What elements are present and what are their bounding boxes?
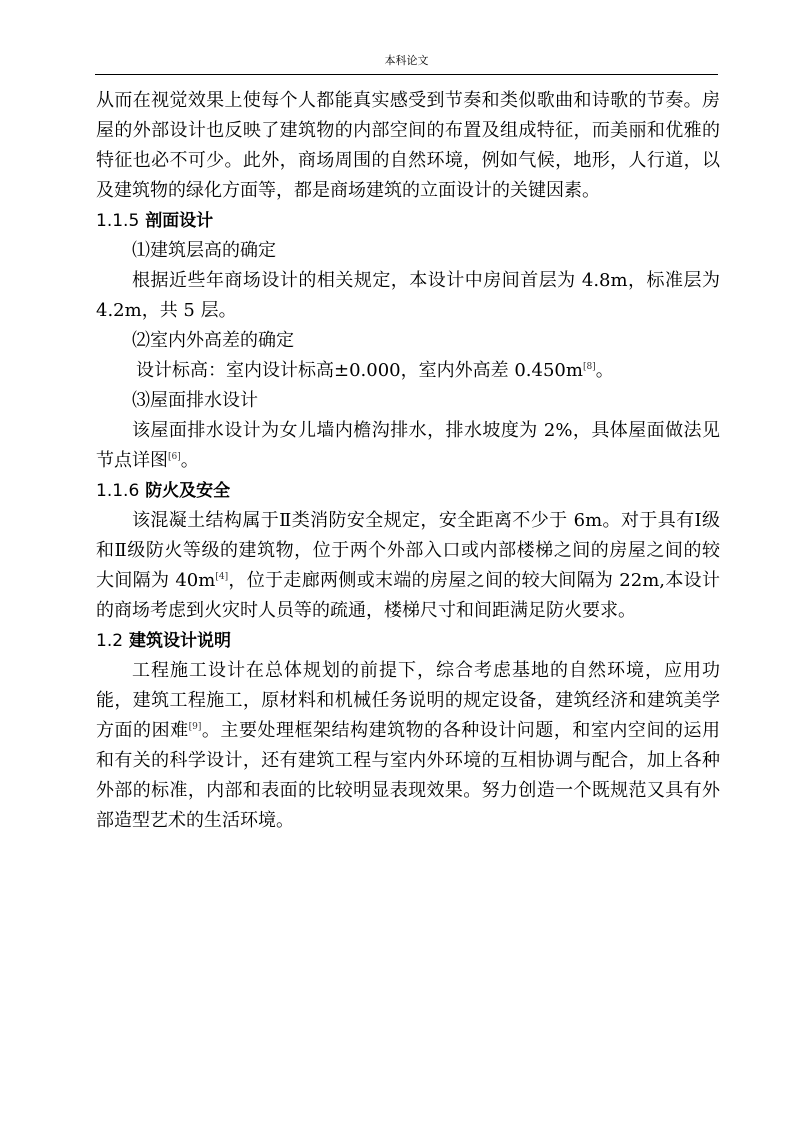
section-number: 1.2 [96, 631, 124, 651]
paragraph-facade: 从而在视觉效果上使每个人都能真实感受到节奏和类似歌曲和诗歌的节奏。房屋的外部设计也反映了建筑物的内部空间的布置及组成特征，而美丽和优雅的特征也必不可少。此外，商场周围的自然环境，例如气候，地形，人行道，以及建筑物的绿化方面等，都是商场建筑的立面设计的关键因素。 [96, 90, 720, 201]
page-header [95, 54, 718, 75]
section-heading-1-1-6 [96, 476, 720, 506]
paragraph-end: 。 [180, 450, 199, 471]
citation-ref: [9] [188, 722, 202, 732]
paragraph-end: 。 [595, 360, 614, 381]
paragraph-text: 工程施工设计在总体规划的前提下，综合考虑基地的自然环境，应用功能，建筑工程施工，原材料和机械任务说明的规定设备，建筑经济和建筑美学方面的困难 [96, 660, 720, 741]
section-number: 1.1.6 [96, 481, 140, 501]
subsection-title-height-difference: ⑵室内外高差的确定 [132, 330, 294, 351]
document-body [96, 86, 720, 836]
paragraph-text: ，位于走廊两侧或末端的房屋之间的较大间隔为 22m,本设计的商场考虑到火灾时人员等的疏通，楼梯尺寸和间距满足防火要求。 [96, 570, 720, 621]
section-heading-1-2 [96, 626, 720, 656]
paragraph-text: 设计标高：室内设计标高±0.000，室内外高差 0.450m [136, 360, 583, 381]
citation-ref: [8] [582, 362, 596, 372]
section-number: 1.1.5 [96, 211, 140, 231]
section-title: 防火及安全 [145, 481, 231, 501]
section-title: 建筑设计说明 [128, 631, 231, 651]
paragraph-text: 。主要处理框架结构建筑物的各种设计问题，和室内空间的运用和有关的科学设计，还有建筑工程与室内外环境的互相协调与配合，加上各种外部的标准，内部和表面的比较明显表现效果。努力创造一个既规范又具有外部造型艺术的生活环境。 [96, 720, 721, 831]
paragraph-design-description [96, 656, 720, 836]
section-heading-1-1-5 [96, 206, 720, 236]
subsection-title-roof-drainage: ⑶屋面排水设计 [132, 390, 258, 411]
section-title: 剖面设计 [145, 211, 214, 231]
paragraph-roof-drainage [96, 416, 720, 476]
header-title: 本科论文 [384, 54, 429, 67]
paragraph-text: 该混凝土结构属于Ⅱ类消防安全规定，安全距离不少于 6m。对于具有Ⅰ级和Ⅱ级防火等级的建筑物，位于两个外部入口或内部楼梯之间的房屋之间的较大间隔为 40m [96, 510, 720, 591]
paragraph-fire-safety [96, 506, 720, 626]
paragraph-height-difference [96, 356, 720, 386]
paragraph-text: 该屋面排水设计为女儿墙内檐沟排水，排水坡度为 2%，具体屋面做法见节点详图 [96, 420, 720, 471]
citation-ref: [4] [215, 572, 229, 582]
paragraph-floor-height: 根据近些年商场设计的相关规定，本设计中房间首层为 4.8m，标准层为 4.2m，共 5 层。 [96, 270, 720, 321]
subsection-title-floor-height: ⑴建筑层高的确定 [132, 240, 276, 261]
citation-ref: [6] [168, 452, 181, 462]
